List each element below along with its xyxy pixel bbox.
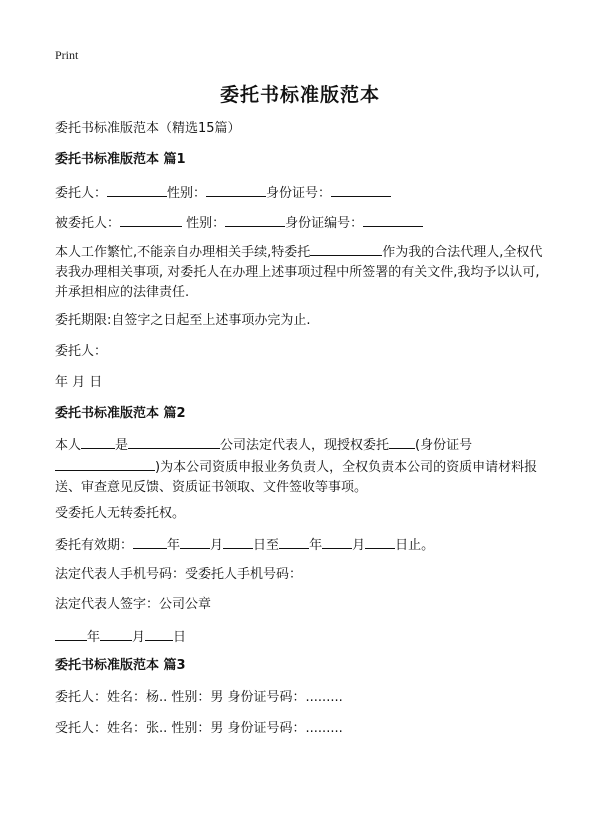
validity-period: 委托期限:自签字之日起至上述事项办完为止. <box>55 313 311 328</box>
month-label: 月 <box>210 538 224 553</box>
validity-label: 委托有效期： <box>55 538 134 553</box>
principal-info-line <box>55 182 391 204</box>
end-day-label: 日止。 <box>395 538 435 553</box>
id-label: 身份证号： <box>266 186 332 201</box>
id-number-open-label: (身份证号 <box>415 438 473 453</box>
principal-signature-label: 委托人： <box>55 344 108 359</box>
date-line: 年 月 日 <box>55 375 103 390</box>
day-to-label: 日至 <box>253 538 280 553</box>
authorization-paragraph <box>55 241 545 303</box>
section-heading-2: 委托书标准版范本 篇2 <box>55 406 186 421</box>
gender-label: 性别： <box>167 186 207 201</box>
delegate-name-blank <box>389 434 415 449</box>
end-year-label: 年 <box>309 538 323 553</box>
no-transfer-clause: 受委托人无转委托权。 <box>55 506 186 521</box>
signature-date-line <box>55 626 186 648</box>
end-day-blank <box>365 534 395 549</box>
agent-name-blank <box>120 212 182 227</box>
appointee-blank <box>310 241 382 256</box>
signature-seal-line: 法定代表人签字：公司公章 <box>55 597 212 612</box>
self-label: 本人 <box>55 438 82 453</box>
company-name-blank <box>128 434 220 449</box>
sign-year-label: 年 <box>87 630 101 645</box>
sign-day-label: 日 <box>173 630 187 645</box>
principal-name-blank <box>107 182 167 197</box>
sign-year-blank <box>55 626 87 641</box>
end-month-blank <box>322 534 352 549</box>
section3-agent-line: 受托人：姓名：张.. 性别：男 身份证号码：......... <box>55 721 343 736</box>
validity-line <box>55 534 434 556</box>
sign-month-label: 月 <box>132 630 146 645</box>
section-heading-3: 委托书标准版范本 篇3 <box>55 658 186 673</box>
page-title: 委托书标准版范本 <box>219 84 380 106</box>
year-label: 年 <box>167 538 181 553</box>
sign-month-blank <box>100 626 132 641</box>
start-month-blank <box>180 534 210 549</box>
legal-rep-text: 公司法定代表人，现授权委托 <box>220 438 390 453</box>
id-number-label: 身份证编号： <box>285 216 364 231</box>
principal-label: 委托人： <box>55 186 108 201</box>
self-name-blank <box>81 434 115 449</box>
gender-blank <box>206 182 266 197</box>
agent-gender-blank <box>225 212 285 227</box>
start-year-blank <box>133 534 167 549</box>
agent-label: 被委托人： <box>55 216 121 231</box>
end-year-blank <box>279 534 309 549</box>
delegate-id-blank <box>55 456 155 471</box>
start-day-blank <box>223 534 253 549</box>
phone-numbers-line: 法定代表人手机号码：受委托人手机号码： <box>55 567 303 582</box>
company-authorization-paragraph <box>55 434 545 498</box>
section3-principal-line: 委托人：姓名：杨.. 性别：男 身份证号码：......... <box>55 690 343 705</box>
agent-info-line <box>55 212 423 234</box>
agent-gender-label: 性别： <box>186 216 226 231</box>
end-month-label: 月 <box>352 538 366 553</box>
print-label[interactable]: Print <box>55 48 79 62</box>
document-subtitle: 委托书标准版范本（精选15篇） <box>55 121 241 136</box>
is-label: 是 <box>115 438 129 453</box>
sign-day-blank <box>145 626 173 641</box>
id-number-blank <box>363 212 423 227</box>
authorization-text-body: 作为我的合法代理人,全权代表我办理相关事项, 对委托人在办理上述事项过程中所签署的有关文件,我均予以认可,并承担相应的法律责任. <box>55 245 543 300</box>
responsibility-text: )为本公司资质申报业务负责人，全权负责本公司的资质申请材料报送、审查意见反馈、资质证书领取、文件签收等事项。 <box>55 460 538 495</box>
id-blank <box>331 182 391 197</box>
section-heading-1: 委托书标准版范本 篇1 <box>55 152 186 167</box>
authorization-text-start: 本人工作繁忙,不能亲自办理相关手续,特委托 <box>55 245 311 260</box>
